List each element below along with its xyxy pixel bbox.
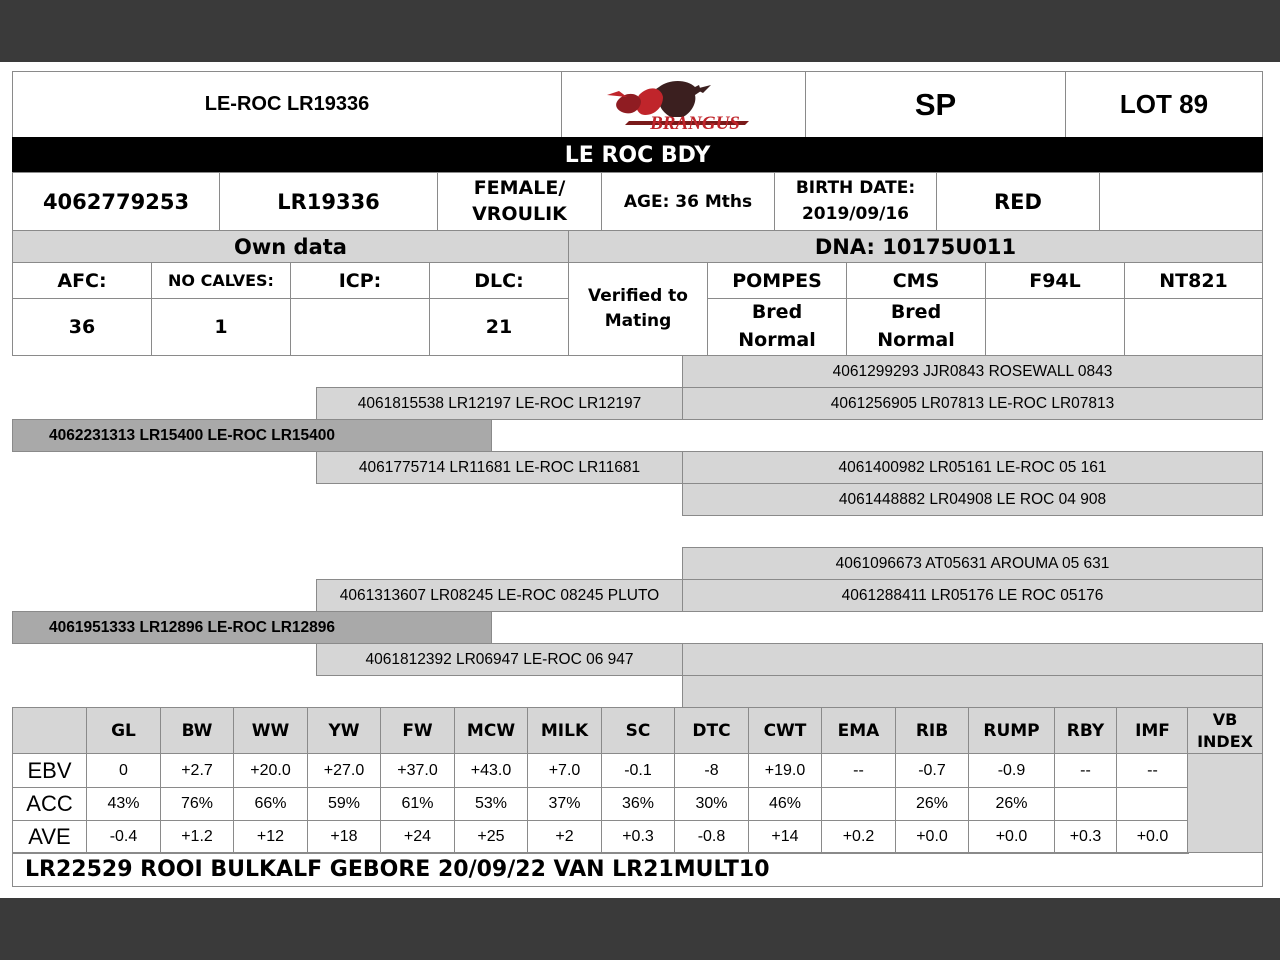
ebv-col-header-cwt: CWT xyxy=(748,707,822,754)
own-data-header xyxy=(12,230,569,263)
pedigree-dam-sire-sire: 4061096673 AT05631 AROUMA 05 631 xyxy=(682,547,1263,580)
reg-no-cell xyxy=(12,172,220,231)
footer-note-cell xyxy=(12,852,1263,887)
dlc-label-cell xyxy=(429,262,569,299)
ebv-cell-ave-gl: -0.4 xyxy=(86,820,161,854)
pedigree-sire-dam-sire: 4061400982 LR05161 LE-ROC 05 161 xyxy=(682,451,1263,484)
verified-cell xyxy=(568,262,708,356)
ebv-col-header-ema: EMA xyxy=(821,707,896,754)
birth-date-cell xyxy=(774,172,937,231)
pedigree-dam-sire-dam: 4061288411 LR05176 LE ROC 05176 xyxy=(682,579,1263,612)
ebv-cell-acc-ww: 66% xyxy=(233,787,308,821)
afc-label-cell xyxy=(12,262,152,299)
ebv-cell-acc-rib: 26% xyxy=(895,787,969,821)
dna-title: DNA: 10175U011 xyxy=(814,234,1017,259)
herd-id-cell xyxy=(219,172,438,231)
calves-label-cell xyxy=(151,262,291,299)
ebv-cell-ebv-ema: -- xyxy=(821,753,896,788)
ebv-cell-ebv-fw: +37.0 xyxy=(380,753,455,788)
colour: RED xyxy=(994,189,1042,214)
ebv-cell-ebv-bw: +2.7 xyxy=(160,753,234,788)
age: AGE: 36 Mths xyxy=(623,191,753,212)
ebv-corner-cell xyxy=(12,707,87,754)
vb-index-value-cell xyxy=(1187,753,1263,853)
cms-result: Bred Normal xyxy=(877,301,955,351)
ebv-cell-ave-imf: +0.0 xyxy=(1116,820,1189,854)
vb-index-label: VB INDEX xyxy=(1197,709,1253,751)
bottom-dark-band xyxy=(0,898,1280,960)
calves-value-cell xyxy=(151,298,291,356)
ebv-cell-ebv-dtc: -8 xyxy=(674,753,749,788)
dlc-label: DLC: xyxy=(474,269,524,292)
ebv-cell-acc-bw: 76% xyxy=(160,787,234,821)
animal-id: LE-ROC LR19336 xyxy=(204,93,370,115)
animal-id-cell xyxy=(12,71,562,138)
ebv-col-header-bw: BW xyxy=(160,707,234,754)
ebv-cell-ave-sc: +0.3 xyxy=(601,820,675,854)
afc-value-cell xyxy=(12,298,152,356)
sex-cell xyxy=(437,172,602,231)
ebv-cell-acc-gl: 43% xyxy=(86,787,161,821)
bull-head-icon xyxy=(607,81,711,117)
pedigree-dam: 4061951333 LR12896 LE-ROC LR12896 xyxy=(12,611,492,644)
ebv-col-header-fw: FW xyxy=(380,707,455,754)
pedigree-sire-dam-dam: 4061448882 LR04908 LE ROC 04 908 xyxy=(682,483,1263,516)
ebv-cell-ave-milk: +2 xyxy=(527,820,602,854)
ebv-col-header-rib: RIB xyxy=(895,707,969,754)
cms-label: CMS xyxy=(892,269,940,292)
herd-id: LR19336 xyxy=(277,189,380,214)
calves-value: 1 xyxy=(214,316,228,338)
ebv-col-header-dtc: DTC xyxy=(674,707,749,754)
footer-note: LR22529 ROOI BULKALF GEBORE 20/09/22 VAN LR21MULT10 xyxy=(25,857,770,882)
dna-header xyxy=(568,230,1263,263)
ebv-cell-ave-rump: +0.0 xyxy=(968,820,1055,854)
lot-cell xyxy=(1065,71,1263,138)
pompes-label-cell xyxy=(707,262,847,299)
ebv-cell-ebv-rump: -0.9 xyxy=(968,753,1055,788)
ebv-col-header-sc: SC xyxy=(601,707,675,754)
ebv-col-header-ww: WW xyxy=(233,707,308,754)
ebv-cell-ave-ww: +12 xyxy=(233,820,308,854)
ebv-cell-ebv-ww: +20.0 xyxy=(233,753,308,788)
ebv-cell-ebv-gl: 0 xyxy=(86,753,161,788)
ebv-cell-ebv-cwt: +19.0 xyxy=(748,753,822,788)
f94l-result-cell xyxy=(985,298,1125,356)
ebv-row-label-ebv: EBV xyxy=(12,753,87,788)
calves-label: NO CALVES: xyxy=(168,271,274,290)
ebv-cell-acc-sc: 36% xyxy=(601,787,675,821)
cms-label-cell xyxy=(846,262,986,299)
top-dark-band xyxy=(0,0,1280,62)
age-cell xyxy=(601,172,775,231)
nt821-label: NT821 xyxy=(1159,269,1228,292)
pedigree-dam-dam-dam xyxy=(682,675,1263,708)
ebv-cell-acc-rby xyxy=(1054,787,1117,821)
colour-cell xyxy=(936,172,1100,231)
ebv-cell-ave-rby: +0.3 xyxy=(1054,820,1117,854)
icp-value-cell xyxy=(290,298,430,356)
status-code: SP xyxy=(914,86,957,122)
ebv-col-header-yw: YW xyxy=(307,707,381,754)
pedigree-dam-sire: 4061313607 LR08245 LE-ROC 08245 PLUTO xyxy=(316,579,683,612)
ebv-cell-ebv-yw: +27.0 xyxy=(307,753,381,788)
pedigree-sire-dam: 4061775714 LR11681 LE-ROC LR11681 xyxy=(316,451,683,484)
f94l-label-cell xyxy=(985,262,1125,299)
logo-text: BRANGUS xyxy=(649,112,740,133)
ebv-cell-acc-imf xyxy=(1116,787,1189,821)
ebv-row-label-acc: ACC xyxy=(12,787,87,821)
ebv-cell-acc-rump: 26% xyxy=(968,787,1055,821)
ebv-cell-ave-fw: +24 xyxy=(380,820,455,854)
ebv-cell-ave-mcw: +25 xyxy=(454,820,528,854)
birth-date: BIRTH DATE: 2019/09/16 xyxy=(795,178,916,224)
f94l-label: F94L xyxy=(1029,269,1081,292)
ebv-cell-ebv-sc: -0.1 xyxy=(601,753,675,788)
ebv-cell-ave-yw: +18 xyxy=(307,820,381,854)
ebv-col-header-imf: IMF xyxy=(1116,707,1189,754)
lot-number: LOT 89 xyxy=(1119,89,1209,119)
pedigree-dam-dam: 4061812392 LR06947 LE-ROC 06 947 xyxy=(316,643,683,676)
pompes-label: POMPES xyxy=(732,269,822,292)
pedigree-sire-sire-sire: 4061299293 JJR0843 ROSEWALL 0843 xyxy=(682,355,1263,388)
afc-value: 36 xyxy=(68,316,96,338)
ebv-cell-ebv-milk: +7.0 xyxy=(527,753,602,788)
extra-cell xyxy=(1099,172,1263,231)
ebv-cell-ebv-rby: -- xyxy=(1054,753,1117,788)
ebv-col-header-milk: MILK xyxy=(527,707,602,754)
ebv-cell-acc-cwt: 46% xyxy=(748,787,822,821)
vb-index-header xyxy=(1187,707,1263,754)
logo-cell xyxy=(561,71,806,138)
nt821-label-cell xyxy=(1124,262,1263,299)
animal-name: LE ROC BDY xyxy=(564,142,711,168)
ebv-cell-acc-dtc: 30% xyxy=(674,787,749,821)
status-cell xyxy=(805,71,1066,138)
brangus-logo xyxy=(599,77,769,133)
ebv-cell-ave-cwt: +14 xyxy=(748,820,822,854)
icp-label: ICP: xyxy=(338,269,382,292)
pedigree-dam-dam-sire xyxy=(682,643,1263,676)
icp-label-cell xyxy=(290,262,430,299)
ebv-row-label-ave: AVE xyxy=(12,820,87,854)
title-bar xyxy=(12,137,1263,173)
verified-text: Verified to Mating xyxy=(588,285,688,331)
pompes-result: Bred Normal xyxy=(738,301,816,351)
afc-label: AFC: xyxy=(57,269,107,292)
reg-no: 4062779253 xyxy=(42,189,190,214)
pedigree-sire: 4062231313 LR15400 LE-ROC LR15400 xyxy=(12,419,492,452)
ebv-cell-ave-ema: +0.2 xyxy=(821,820,896,854)
ebv-cell-acc-yw: 59% xyxy=(307,787,381,821)
ebv-cell-ave-dtc: -0.8 xyxy=(674,820,749,854)
dlc-value: 21 xyxy=(485,316,513,338)
ebv-cell-acc-milk: 37% xyxy=(527,787,602,821)
ebv-col-header-mcw: MCW xyxy=(454,707,528,754)
own-data-title: Own data xyxy=(234,234,347,259)
ebv-cell-ave-bw: +1.2 xyxy=(160,820,234,854)
ebv-col-header-rby: RBY xyxy=(1054,707,1117,754)
ebv-col-header-gl: GL xyxy=(86,707,161,754)
ebv-cell-ebv-mcw: +43.0 xyxy=(454,753,528,788)
pedigree-sire-sire-dam: 4061256905 LR07813 LE-ROC LR07813 xyxy=(682,387,1263,420)
ebv-col-header-rump: RUMP xyxy=(968,707,1055,754)
sex: FEMALE/ VROULIK xyxy=(472,176,567,225)
ebv-cell-ebv-imf: -- xyxy=(1116,753,1189,788)
pompes-result-cell xyxy=(707,298,847,356)
dlc-value-cell xyxy=(429,298,569,356)
ebv-cell-ave-rib: +0.0 xyxy=(895,820,969,854)
cms-result-cell xyxy=(846,298,986,356)
ebv-cell-acc-mcw: 53% xyxy=(454,787,528,821)
ebv-cell-acc-fw: 61% xyxy=(380,787,455,821)
ebv-cell-ebv-rib: -0.7 xyxy=(895,753,969,788)
ebv-cell-acc-ema xyxy=(821,787,896,821)
nt821-result-cell xyxy=(1124,298,1263,356)
pedigree-sire-sire: 4061815538 LR12197 LE-ROC LR12197 xyxy=(316,387,683,420)
